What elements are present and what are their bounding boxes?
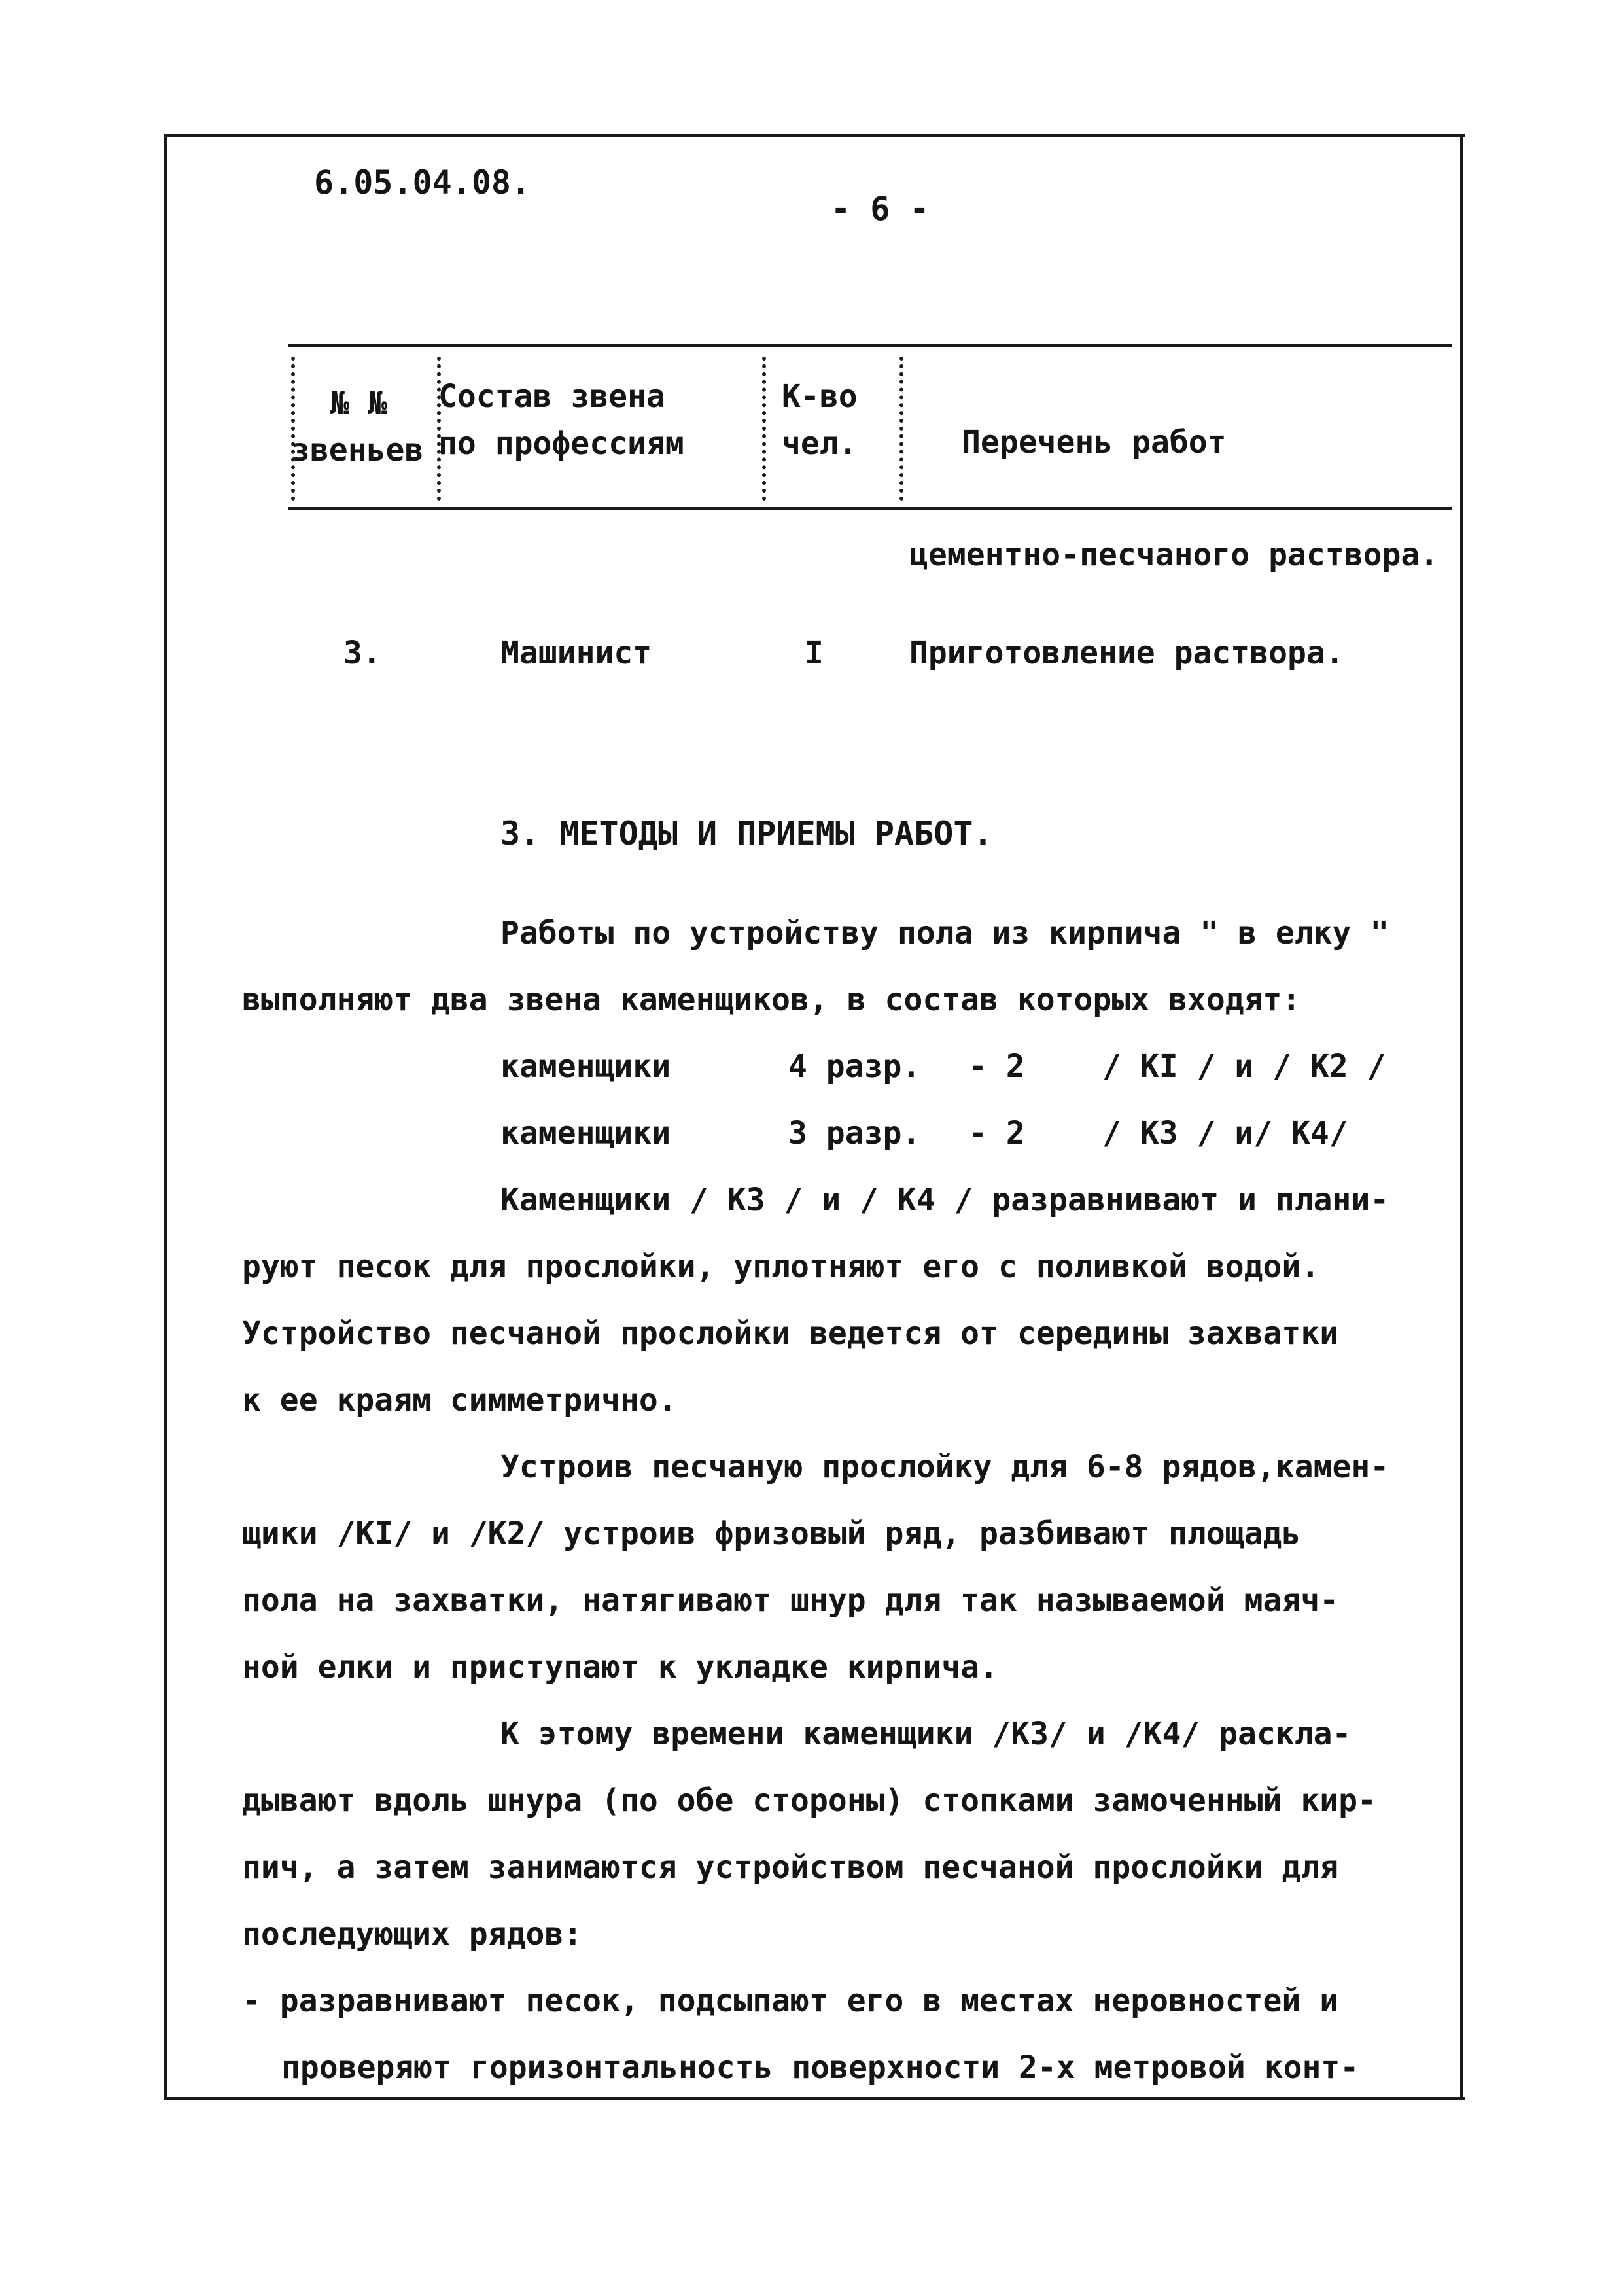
text-line: К этому времени каменщики /К3/ и /К4/ раскла-	[500, 1716, 1352, 1752]
page-number: - 6 -	[831, 190, 930, 228]
paragraph-line	[242, 1167, 1459, 1233]
header-composition-line1: Состав звена	[438, 378, 665, 415]
paragraph-line: ной елки и приступают к укладке кирпича.	[242, 1649, 998, 1686]
header-works-column	[962, 419, 1420, 466]
header-works-label: Перечень работ	[962, 424, 1227, 461]
header-quantity-line1: К-во	[782, 378, 858, 415]
paragraph-line: Устройство песчаной прослойки ведется от середины захватки	[242, 1315, 1339, 1352]
staff-count: - 2	[968, 1048, 1025, 1085]
bullet-continuation-line: проверяют горизонтальность поверхности 2-х метровой конт-	[281, 2049, 1359, 2086]
paragraph-line: пола на захватки, натягивают шнур для так называемой маяч-	[242, 1582, 1339, 1619]
body-text	[242, 900, 1459, 2101]
paragraph-line	[242, 900, 1459, 966]
staff-codes: / КI / и / К2 /	[1102, 1048, 1386, 1085]
paragraph-line: последующих рядов:	[242, 1916, 583, 1952]
text-line: Работы по устройству пола из кирпича " в елку "	[500, 915, 1389, 951]
table-top-rule	[288, 344, 1452, 347]
header-quantity-line2: чел.	[782, 425, 858, 462]
paragraph-line	[242, 1434, 1459, 1500]
bullet-line: - разравнивают песок, подсыпают его в местах неровностей и	[242, 1983, 1339, 2019]
staff-grade: 3 разр.	[788, 1115, 921, 1152]
table-column-separator	[899, 357, 903, 501]
paragraph-line: к ее краям симметрично.	[242, 1382, 677, 1419]
page-frame-left	[164, 134, 167, 2097]
table-row-quantity: I	[805, 635, 824, 671]
header-composition-column	[438, 373, 746, 467]
paragraph-line: дывают вдоль шнура (по обе стороны) стопками замоченный кир-	[242, 1782, 1376, 1819]
text-line: Каменщики / К3 / и / К4 / разравнивают и плани-	[500, 1182, 1389, 1218]
staff-role: каменщики	[500, 1048, 671, 1085]
staff-role: каменщики	[500, 1115, 671, 1152]
staff-count: - 2	[968, 1115, 1025, 1152]
staff-grade: 4 разр.	[788, 1048, 921, 1085]
header-number-line2: звеньев	[291, 432, 424, 468]
document-code: 6.05.04.08.	[314, 164, 531, 202]
staff-codes: / К3 / и/ К4/	[1102, 1115, 1348, 1152]
staff-row	[242, 1100, 1459, 1167]
header-composition-line2: по профессиям	[438, 425, 684, 462]
paragraph-line	[242, 1701, 1459, 1767]
table-row-works: Приготовление раствора.	[909, 635, 1344, 671]
paragraph-line: выполняют два звена каменщиков, в состав которых входят:	[242, 981, 1301, 1018]
staff-row	[242, 1033, 1459, 1100]
header-quantity-column	[782, 373, 880, 467]
header-number-line1: № №	[330, 385, 387, 421]
text-line: Устроив песчаную прослойку для 6-8 рядов,камен-	[500, 1449, 1389, 1485]
table-header-rule	[288, 507, 1452, 510]
table-continuation-text: цементно-песчаного раствора.	[909, 537, 1439, 573]
table-column-separator	[762, 357, 766, 501]
paragraph-line: руют песок для прослойки, уплотняют его с поливкой водой.	[242, 1248, 1320, 1285]
table-row-number: 3.	[343, 635, 381, 671]
page-frame-top	[164, 134, 1465, 137]
section-heading: 3. МЕТОДЫ И ПРИЕМЫ РАБОТ.	[500, 815, 993, 853]
paragraph-line: пич, а затем занимаются устройством песчаной прослойки для	[242, 1849, 1339, 1886]
paragraph-line: щики /КI/ и /К2/ устроив фризовый ряд, разбивают площадь	[242, 1515, 1301, 1552]
table-row-composition: Машинист	[500, 635, 652, 671]
page-frame-right	[1460, 134, 1463, 2097]
header-number-column	[291, 380, 438, 474]
